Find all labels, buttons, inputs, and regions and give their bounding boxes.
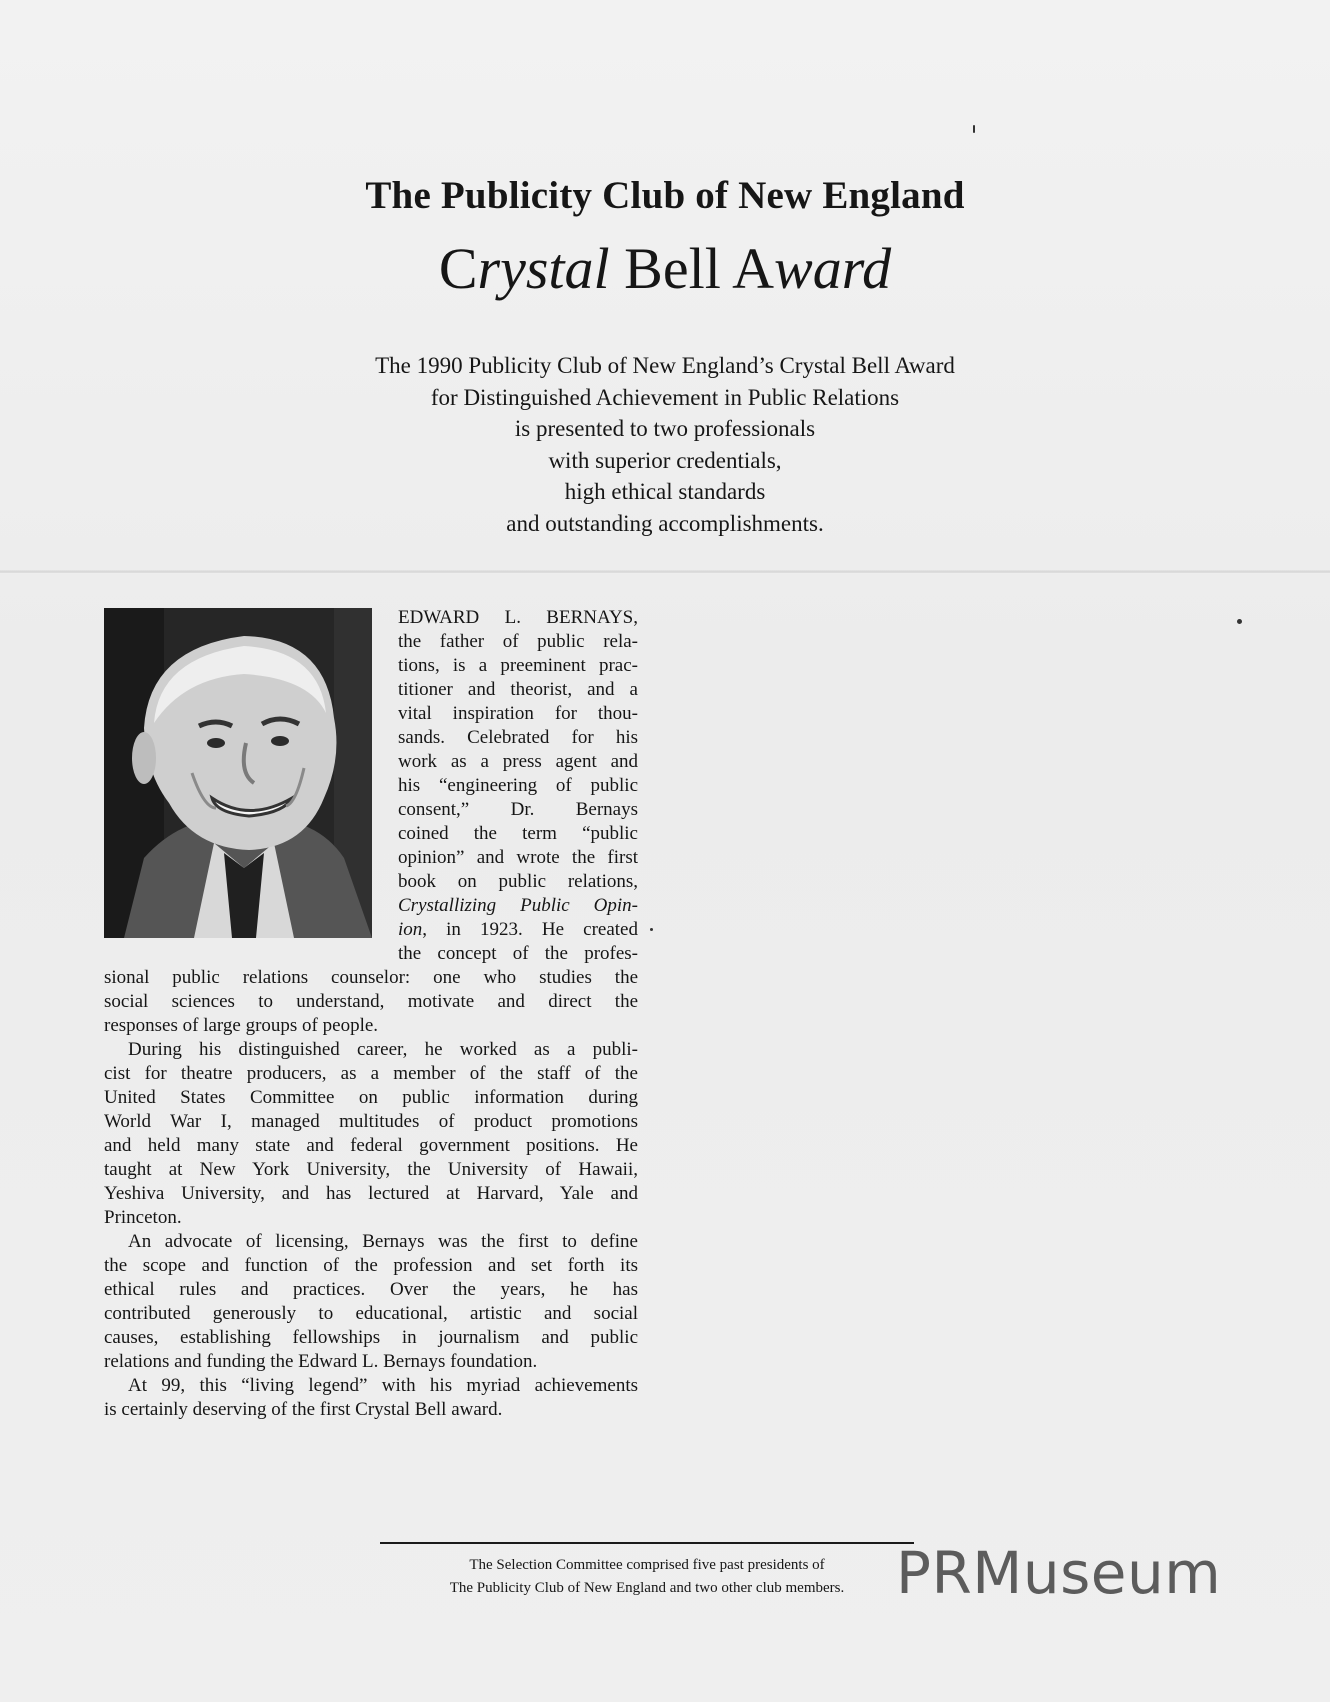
portrait-photo	[104, 608, 372, 938]
award-title-part: rystal	[477, 236, 610, 301]
intro-line: for Distinguished Achievement in Public Relations	[430, 384, 900, 410]
bio-line: coined the term “public	[398, 823, 638, 844]
bio-line: At 99, this “living legend” with his myriad achievements	[128, 1375, 638, 1396]
bio-line: work as a press agent and	[398, 751, 638, 772]
bio-line: sands. Celebrated for his	[398, 727, 638, 748]
bio-line: the scope and function of the profession and set forth its	[104, 1255, 638, 1276]
bio-line: Princeton.	[104, 1207, 182, 1228]
award-title-part: A	[732, 236, 775, 301]
bio-line: taught at New York University, the University of Hawaii,	[104, 1159, 638, 1180]
book-title-end: ion	[398, 919, 423, 940]
paper-speck	[650, 928, 653, 931]
bio-lead-column	[398, 606, 638, 966]
bio-line: and held many state and federal government positions. He	[104, 1135, 638, 1156]
prmuseum-watermark: PRMuseum	[896, 1539, 1222, 1607]
bio-line: contributed generously to educational, artistic and social	[104, 1303, 638, 1324]
paper-fold	[0, 570, 1330, 574]
intro-line: with superior credentials,	[548, 447, 782, 473]
bio-line: During his distinguished career, he worked as a publi-	[128, 1039, 638, 1060]
bio-line: Yeshiva University, and has lectured at Harvard, Yale and	[104, 1183, 638, 1204]
bio-line: opinion” and wrote the first	[398, 847, 638, 868]
bio-line: social sciences to understand, motivate and direct the	[104, 991, 638, 1012]
bio-line: his “engineering of public	[398, 775, 638, 796]
paper-speck	[973, 125, 975, 133]
intro-line: is presented to two professionals	[514, 416, 816, 441]
bio-body	[104, 966, 638, 1422]
bio-line: the concept of the profes-	[398, 943, 638, 964]
bio-line: the father of public rela-	[398, 631, 638, 652]
bio-line: book on public relations,	[398, 871, 638, 892]
bio-line: sional public relations counselor: one who studies the	[104, 967, 638, 988]
bio-line: EDWARD L. BERNAYS,	[398, 607, 638, 628]
portrait-illustration	[104, 608, 372, 938]
footnote	[380, 1554, 914, 1600]
bio-line: consent,” Dr. Bernays	[398, 799, 638, 820]
bio-line: ethical rules and practices. Over the years, he has	[104, 1279, 638, 1300]
footnote-line: The Selection Committee comprised five past presidents of	[469, 1557, 825, 1573]
intro-line: The 1990 Publicity Club of New England’s Crystal Bell Award	[375, 353, 955, 378]
book-title: Crystallizing Public Opin-	[398, 895, 638, 916]
bio-line: causes, establishing fellowships in journalism and public	[104, 1327, 638, 1348]
bio-line: vital inspiration for thou-	[398, 703, 638, 724]
bio-line: An advocate of licensing, Bernays was the first to define	[128, 1231, 638, 1252]
award-intro	[0, 350, 1330, 539]
footnote-line: The Publicity Club of New England and two other club members.	[449, 1580, 845, 1596]
intro-line: high ethical standards	[564, 479, 766, 504]
award-title-part: Bell	[609, 236, 733, 301]
bio-text: , in 1923. He created	[422, 919, 638, 940]
bio-line: United States Committee on public information during	[104, 1087, 638, 1108]
bio-line: cist for theatre producers, as a member of the staff of the	[104, 1063, 638, 1084]
award-title-part: C	[438, 236, 478, 301]
bio-line: titioner and theorist, and a	[398, 679, 638, 700]
bio-line: is certainly deserving of the first Crystal Bell award.	[104, 1399, 503, 1420]
bio-line	[398, 918, 638, 942]
bio-line	[398, 894, 638, 918]
award-title-part: ward	[774, 236, 892, 301]
intro-line: and outstanding accomplishments.	[506, 510, 824, 536]
club-title: The Publicity Club of New England	[365, 174, 965, 217]
award-title	[0, 236, 1330, 302]
bio-line: responses of large groups of people.	[104, 1015, 379, 1036]
bio-line: tions, is a preeminent prac-	[398, 655, 638, 676]
paper-speck	[1237, 619, 1242, 624]
footnote-rule	[380, 1542, 914, 1544]
bio-line: World War I, managed multitudes of product promotions	[104, 1111, 638, 1132]
bio-line: relations and funding the Edward L. Bernays foundation.	[104, 1351, 538, 1372]
